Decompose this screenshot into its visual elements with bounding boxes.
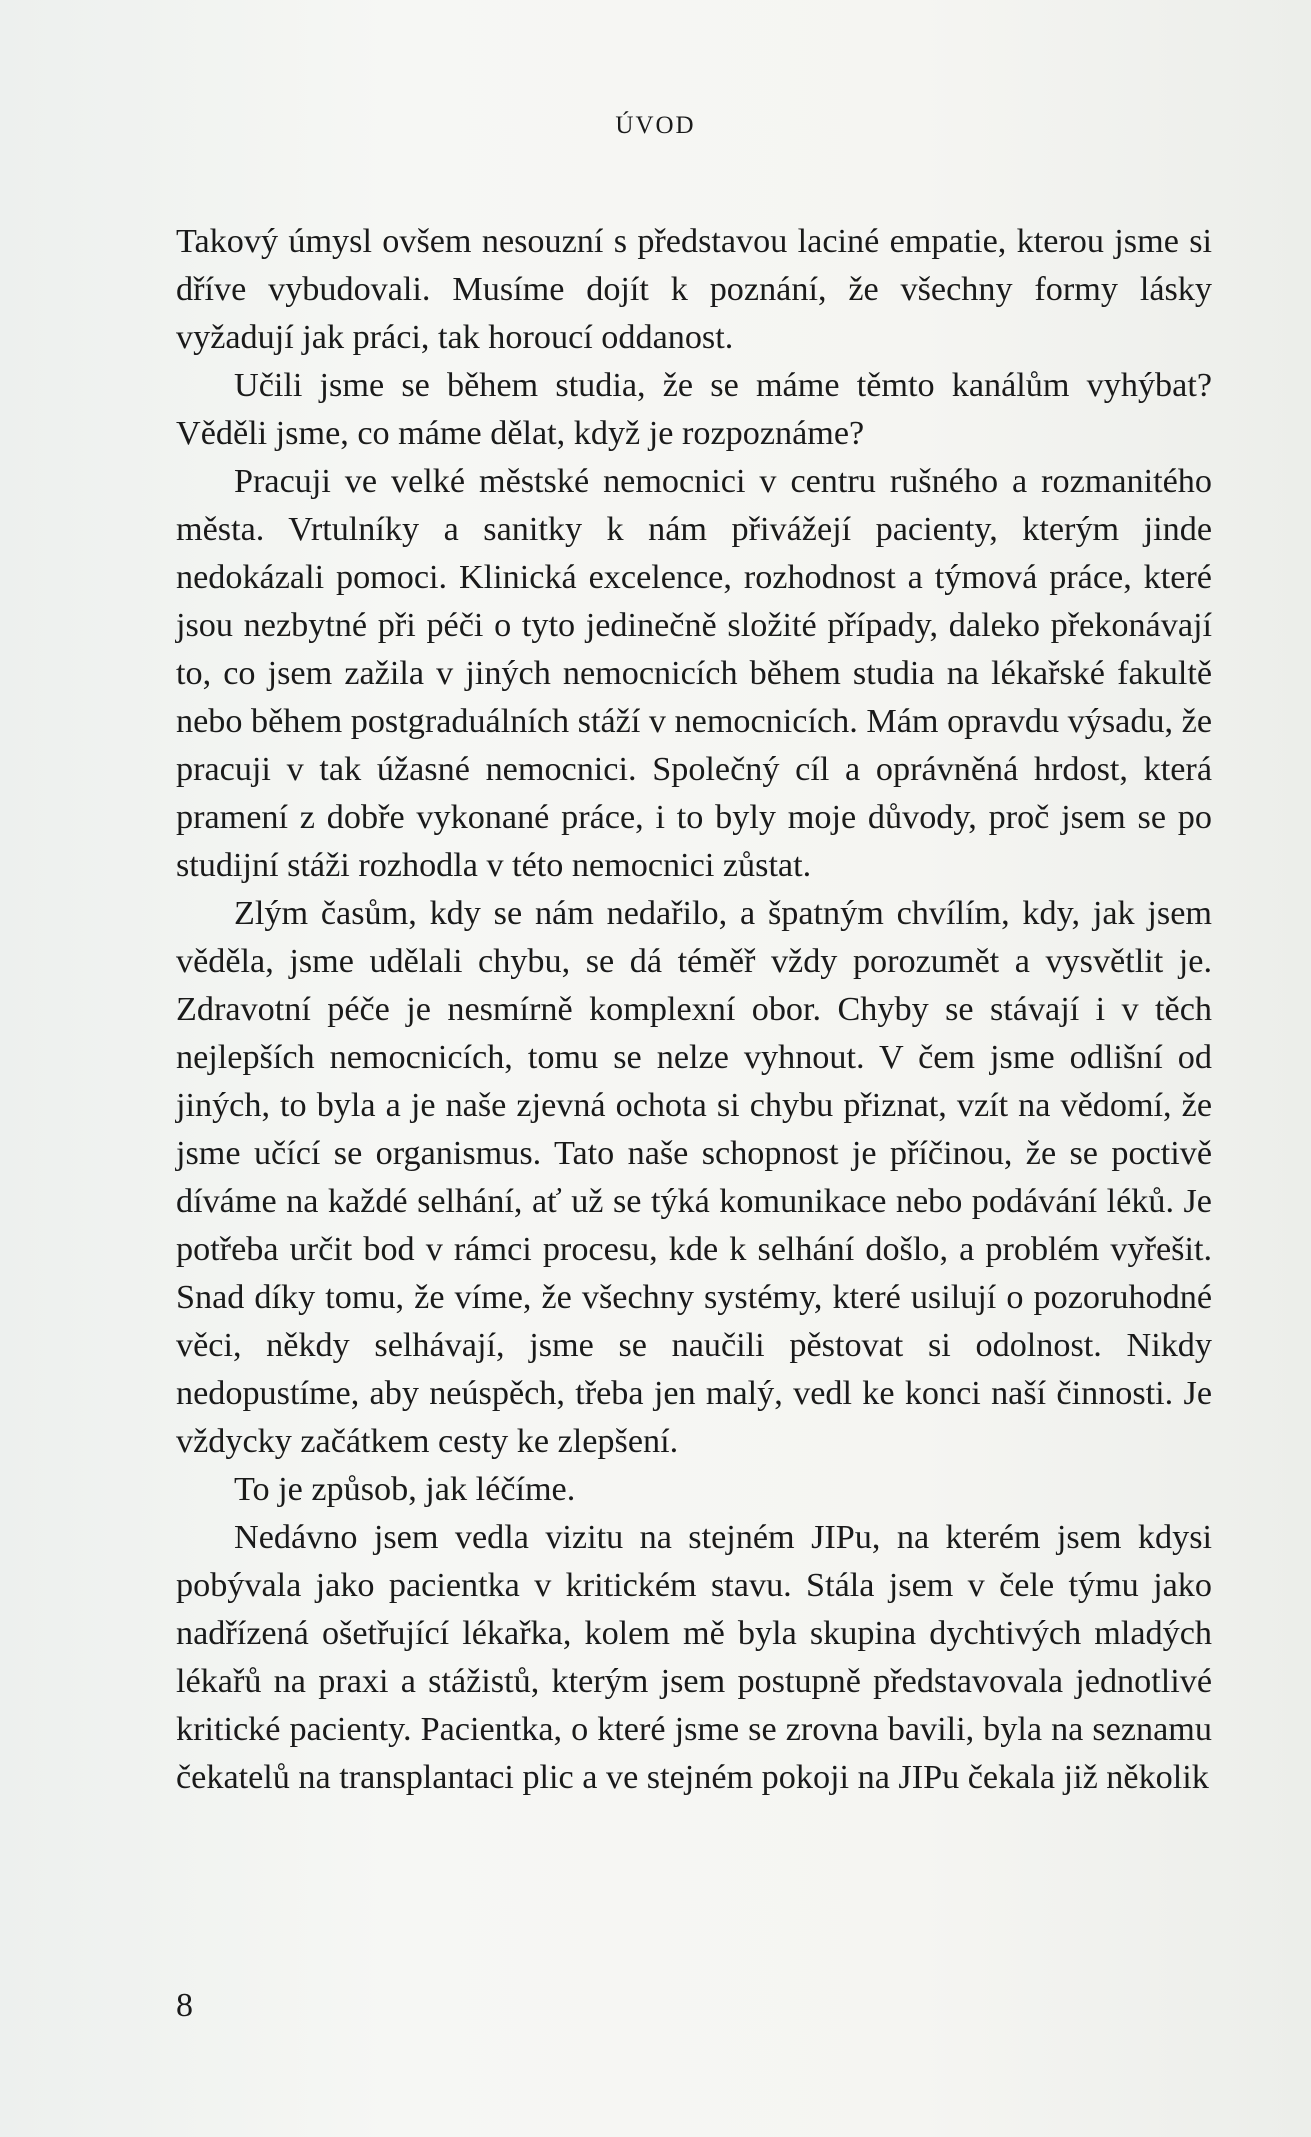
paragraph: Učili jsme se během studia, že se máme těmto kanálům vyhýbat? Věděli jsme, co máme dělat, když je rozpoznáme?: [176, 367, 1212, 452]
running-head: ÚVOD: [615, 112, 696, 139]
paragraph: Takový úmysl ovšem nesouzní s představou laciné empatie, kterou jsme si dříve vybudovali. Musíme dojít k poznání, že všechny formy lásky vyžadují jak práci, tak horoucí oddanost.: [176, 223, 1212, 356]
paragraph: Zlým časům, kdy se nám nedařilo, a špatným chvílím, kdy, jak jsem věděla, jsme udělali chybu, se dá téměř vždy porozumět a vysvětlit je. Zdravotní péče je nesmírně komplexní obor. Chyby se stávají i v těch nejlepších nemocnicích, tomu se nelze vyhnout. V čem jsme odlišní od jiných, to byla a je naše zjevná ochota si chybu přiznat, vzít na vědomí, že jsme učící se organismus. Tato naše schopnost je příčinou, že se poctivě díváme na každé selhání, ať už se týká komunikace nebo podávání léků. Je potřeba určit bod v rámci procesu, kde k selhání došlo, a problém vyřešit. Snad díky tomu, že víme, že všechny systémy, které usilují o pozoruhodné věci, někdy selhávají, jsme se naučili pěstovat si odolnost. Nikdy nedopustíme, aby neúspěch, třeba jen malý, vedl ke konci naší činnosti. Je vždycky začátkem cesty ke zlepšení.: [176, 895, 1212, 1460]
paragraph: Pracuji ve velké městské nemocnici v centru rušného a rozmanitého města. Vrtulníky a sanitky k nám přivážejí pacienty, kterým jinde nedokázali pomoci. Klinická excelence, rozhodnost a týmová práce, které jsou nezbytné při péči o tyto jedinečně složité případy, daleko překonávají to, co jsem zažila v jiných nemocnicích během studia na lékařské fakultě nebo během postgraduálních stáží v nemocnicích. Mám opravdu výsadu, že pracuji v tak úžasné nemocnici. Společný cíl a oprávněná hrdost, která pramení z dobře vykonané práce, i to byly moje důvody, proč jsem se po studijní stáži rozhodla v této nemocnici zůstat.: [176, 463, 1212, 884]
page-number: 8: [176, 1987, 193, 2024]
paragraph: Nedávno jsem vedla vizitu na stejném JIPu, na kterém jsem kdysi pobývala jako pacientka v kritickém stavu. Stála jsem v čele týmu jako nadřízená ošetřující lékařka, kolem mě byla skupina dychtivých mladých lékařů na praxi a stážistů, kterým jsem postupně představovala jednotlivé kritické pacienty. Pacientka, o které jsme se zrovna bavili, byla na seznamu čekatelů na transplantaci plic a ve stejném pokoji na JIPu čekala již několik: [176, 1519, 1212, 1796]
paragraph: To je způsob, jak léčíme.: [234, 1471, 576, 1508]
body-text: [176, 218, 1212, 1802]
